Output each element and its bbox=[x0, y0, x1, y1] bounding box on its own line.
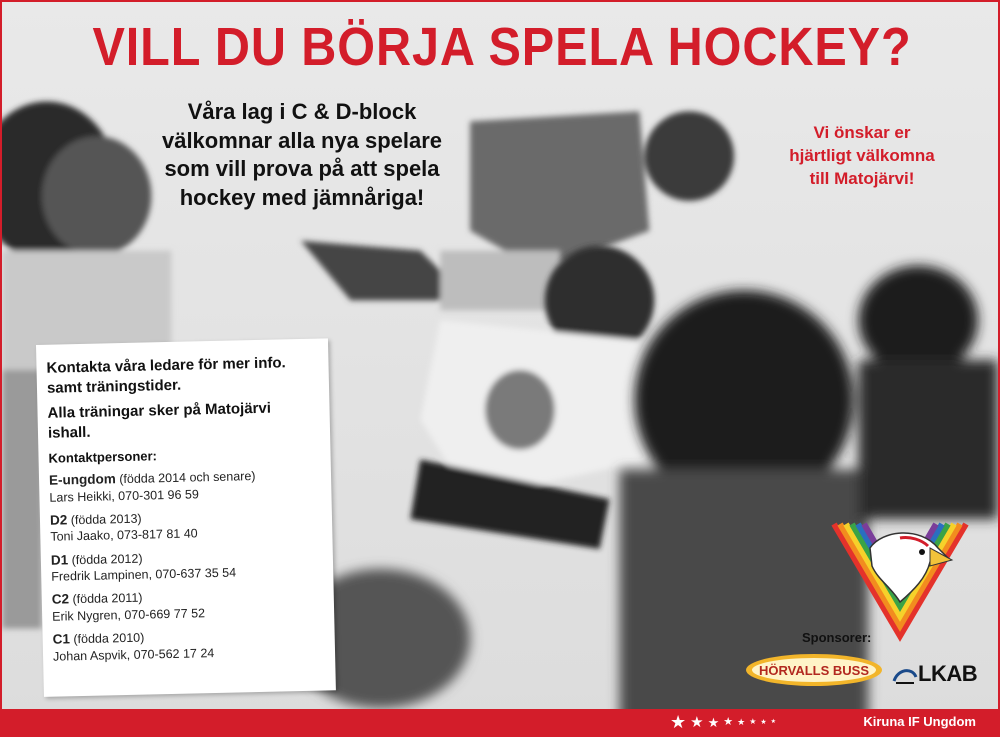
star-icon: ★ bbox=[690, 713, 704, 731]
group-contact: Erik Nygren, 070-669 77 52 bbox=[52, 606, 206, 624]
info-lead bbox=[46, 353, 318, 443]
intro-text bbox=[142, 98, 462, 212]
info-lead-1: Kontakta våra ledare för mer info. samt träningstider. bbox=[46, 354, 286, 397]
star-icon: ★ bbox=[770, 719, 777, 725]
group-years: (födda 2011) bbox=[72, 591, 143, 607]
contact-group bbox=[52, 585, 323, 625]
intro-line: Våra lag i C & D-block bbox=[187, 99, 417, 124]
welcome-line: hjärtligt välkomna bbox=[789, 145, 935, 165]
group-name: D2 bbox=[49, 512, 68, 528]
contact-group bbox=[49, 466, 320, 506]
star-icon: ★ bbox=[707, 714, 720, 730]
star-icon: ★ bbox=[670, 712, 687, 732]
group-name: D1 bbox=[50, 551, 69, 568]
star-icon: ★ bbox=[749, 717, 757, 726]
group-name: C2 bbox=[51, 591, 70, 608]
welcome-text bbox=[742, 122, 982, 191]
group-contact: Lars Heikki, 070-301 96 59 bbox=[49, 486, 199, 505]
group-years: (födda 2012) bbox=[71, 551, 143, 567]
intro-line: hockey med jämnåriga! bbox=[179, 184, 425, 210]
welcome-line: till Matojärvi! bbox=[809, 168, 915, 188]
horvalls-buss-logo bbox=[744, 652, 884, 688]
group-years: (födda 2010) bbox=[73, 630, 145, 647]
info-lead-2: Alla träningar sker på Matojärvi ishall. bbox=[47, 399, 272, 442]
lkab-text: LKAB bbox=[918, 661, 978, 686]
page-title: VILL DU BÖRJA SPELA HOCKEY? bbox=[92, 17, 912, 77]
group-contact: Johan Aspvik, 070-562 17 24 bbox=[52, 645, 215, 664]
lkab-mark-icon bbox=[892, 663, 918, 685]
star-icon: ★ bbox=[723, 715, 734, 728]
group-years: (födda 2013) bbox=[70, 511, 142, 528]
club-eagle-logo bbox=[830, 518, 970, 646]
footer-stars bbox=[670, 709, 776, 735]
welcome-line: Vi önskar er bbox=[813, 123, 911, 142]
star-icon: ★ bbox=[737, 716, 746, 727]
footer-bar bbox=[2, 709, 998, 735]
contacts-heading: Kontaktpersoner: bbox=[48, 448, 158, 466]
contact-info-box bbox=[36, 338, 336, 697]
intro-line: som vill prova på att spela bbox=[164, 156, 440, 182]
lkab-logo bbox=[892, 660, 977, 688]
sponsors-label: Sponsorer: bbox=[802, 630, 872, 645]
contact-group bbox=[50, 505, 321, 545]
intro-line: välkomnar alla nya spelare bbox=[161, 127, 443, 153]
group-name: C1 bbox=[52, 631, 71, 647]
group-contact: Toni Jaako, 073-817 81 40 bbox=[50, 526, 198, 545]
star-icon: ★ bbox=[760, 718, 767, 726]
contact-group bbox=[52, 625, 323, 665]
horvalls-text: HÖRVALLS BUSS bbox=[758, 663, 870, 678]
group-contact: Fredrik Lampinen, 070-637 35 54 bbox=[51, 565, 237, 584]
group-name: E-ungdom bbox=[48, 471, 116, 488]
group-years: (födda 2014 och senare) bbox=[119, 469, 256, 487]
contact-group bbox=[51, 545, 322, 585]
footer-org-name: Kiruna IF Ungdom bbox=[863, 714, 976, 729]
